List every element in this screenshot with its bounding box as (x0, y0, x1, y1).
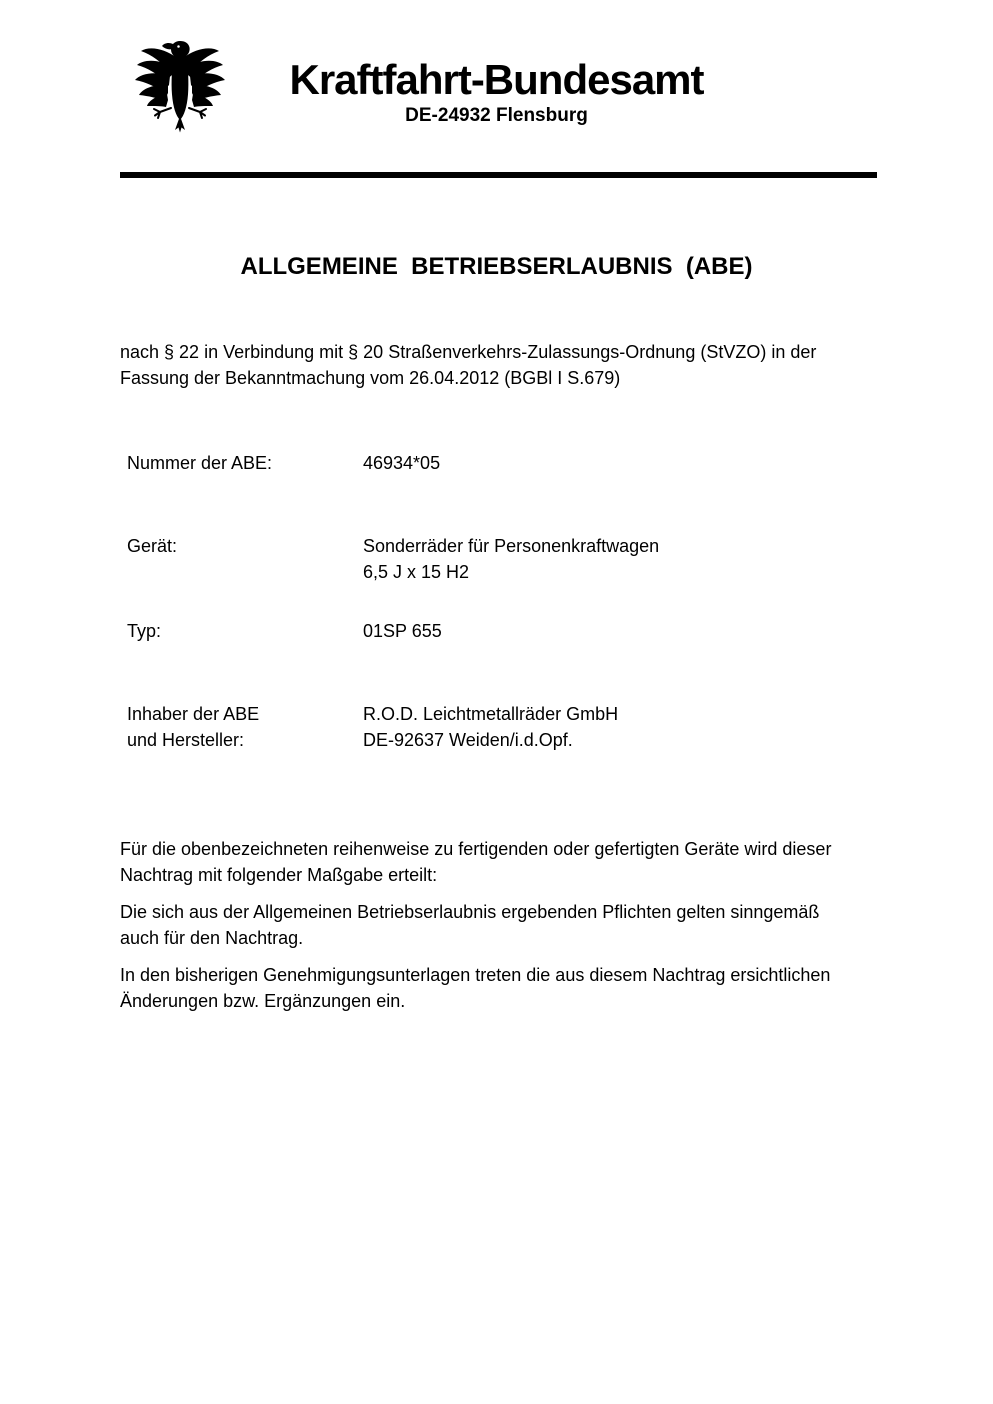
letterhead (0, 58, 993, 128)
body-paragraph-grant: Für die obenbezeichneten reihenweise zu fertigenden oder gefertigten Geräte wird dieser Nachtrag mit folgender Maßgabe erteilt: (120, 839, 832, 885)
header-divider (120, 172, 877, 178)
agency-name: Kraftfahrt-Bundesamt (289, 56, 704, 103)
field-label-holder: Inhaber der ABE und Hersteller: (127, 704, 260, 750)
document-title: ALLGEMEINE BETRIEBSERLAUBNIS (ABE) (240, 253, 753, 280)
agency-location: DE-24932 Flensburg (405, 105, 588, 126)
field-value-holder: R.O.D. Leichtmetallräder GmbH DE-92637 Weiden/i.d.Opf. (363, 704, 619, 750)
field-value-abe-number: 46934*05 (363, 453, 441, 473)
field-label-abe-number: Nummer der ABE: (127, 453, 273, 473)
legal-basis-paragraph (120, 339, 880, 391)
field-label-type: Typ: (127, 621, 162, 641)
field-value-type: 01SP 655 (363, 621, 442, 641)
body-paragraph-obligations: Die sich aus der Allgemeinen Betriebserlaubnis ergebenden Pflichten gelten sinngemäß auch für den Nachtrag. (120, 902, 820, 948)
field-value-device: Sonderräder für Personenkraftwagen 6,5 J x 15 H2 (363, 536, 660, 582)
legal-basis-line: nach § 22 in Verbindung mit § 20 Straßenverkehrs-Zulassungs-Ordnung (StVZO) in der (120, 342, 817, 362)
legal-basis-line: Fassung der Bekanntmachung vom 26.04.2012 (BGBl I S.679) (120, 368, 621, 388)
field-label-device: Gerät: (127, 536, 178, 556)
body-paragraph-amendments: In den bisherigen Genehmigungsunterlagen treten die aus diesem Nachtrag ersichtlichen Änderungen bzw. Ergänzungen ein. (120, 965, 831, 1011)
